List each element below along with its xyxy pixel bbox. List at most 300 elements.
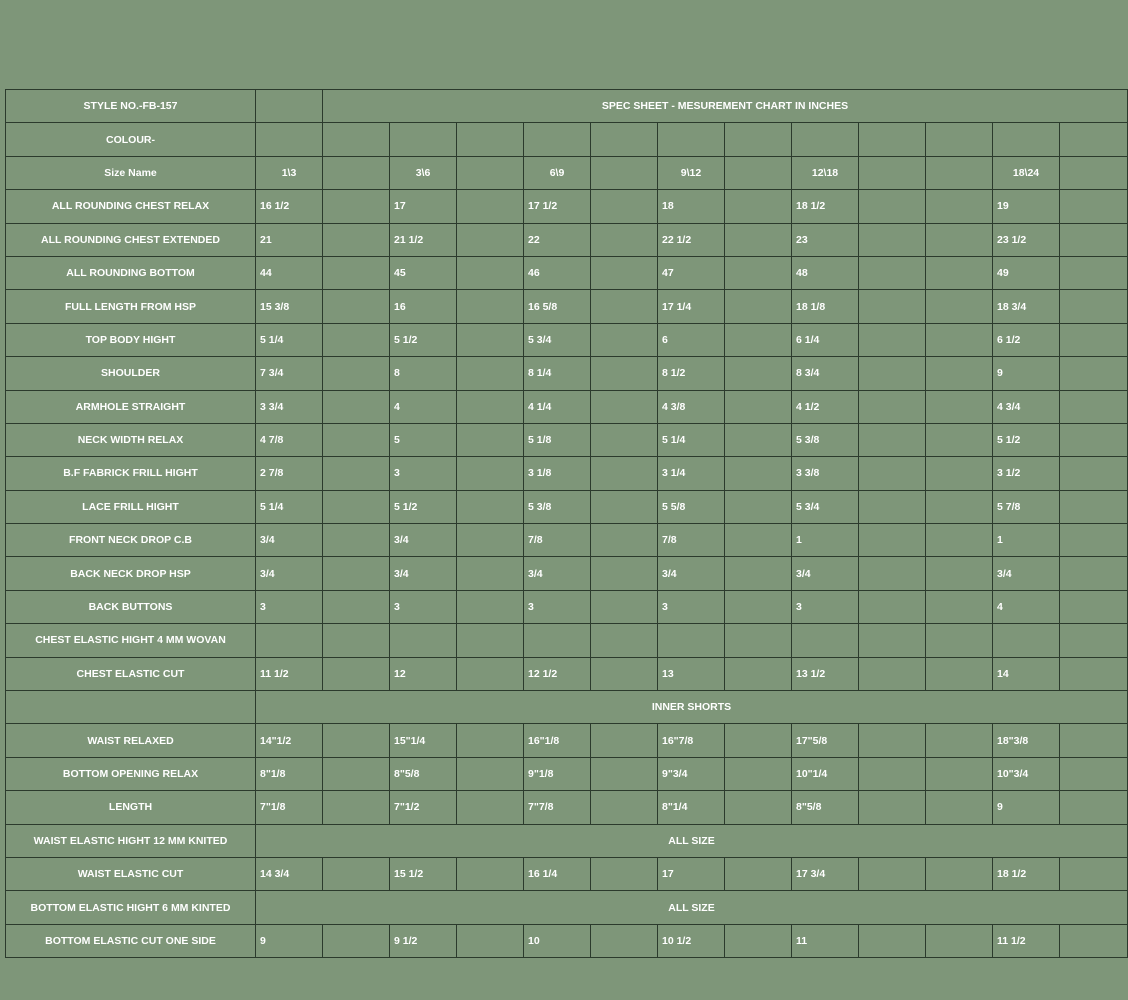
spacer-cell	[859, 791, 926, 824]
spacer-cell	[457, 590, 524, 623]
spacer-cell	[591, 857, 658, 890]
spacer-cell	[859, 357, 926, 390]
row-label: ARMHOLE STRAIGHT	[6, 390, 256, 423]
measurement-row	[6, 290, 1128, 323]
spacer-cell	[457, 524, 524, 557]
spacer-cell	[926, 223, 993, 256]
measurement-cell: 12	[390, 657, 457, 690]
spacer-cell	[859, 156, 926, 189]
spacer-cell	[926, 156, 993, 189]
measurement-cell: 7/8	[524, 524, 591, 557]
spacer-cell	[457, 457, 524, 490]
spacer-cell	[926, 757, 993, 790]
spacer-cell	[859, 190, 926, 223]
measurement-row	[6, 791, 1128, 824]
size-row	[6, 156, 1128, 189]
spacer-cell	[457, 624, 524, 657]
spacer-cell	[323, 223, 390, 256]
spacer-cell	[457, 256, 524, 289]
spacer-cell	[457, 190, 524, 223]
measurement-cell: 10"3/4	[993, 757, 1060, 790]
measurement-cell: 48	[792, 256, 859, 289]
spacer-cell	[457, 423, 524, 456]
spacer-cell	[926, 457, 993, 490]
spacer-cell	[1060, 524, 1128, 557]
spacer-cell	[457, 657, 524, 690]
spacer-cell	[323, 624, 390, 657]
measurement-cell: 17"5/8	[792, 724, 859, 757]
measurement-cell: 5 1/8	[524, 423, 591, 456]
measurement-cell: 47	[658, 256, 725, 289]
spacer-cell	[725, 490, 792, 523]
spacer-cell	[725, 924, 792, 957]
measurement-row	[6, 457, 1128, 490]
measurement-cell	[792, 624, 859, 657]
spacer-cell	[926, 524, 993, 557]
spacer-cell	[725, 757, 792, 790]
measurement-row	[6, 724, 1128, 757]
measurement-cell: 5 1/2	[993, 423, 1060, 456]
row-label: BOTTOM OPENING RELAX	[6, 757, 256, 790]
spacer-cell	[859, 590, 926, 623]
measurement-cell: 3 1/8	[524, 457, 591, 490]
spacer-cell	[323, 657, 390, 690]
measurement-cell: 6 1/4	[792, 323, 859, 356]
colour-cell	[524, 123, 591, 156]
spacer-cell	[1060, 457, 1128, 490]
spacer-cell	[591, 724, 658, 757]
measurement-cell: 11 1/2	[256, 657, 323, 690]
measurement-cell: 4	[993, 590, 1060, 623]
spacer-cell	[323, 390, 390, 423]
row-label: BACK BUTTONS	[6, 590, 256, 623]
measurement-cell: 23	[792, 223, 859, 256]
spacer-cell	[1060, 791, 1128, 824]
spacer-cell	[1060, 290, 1128, 323]
size-cell: 12\18	[792, 156, 859, 189]
inner-shorts-header	[6, 691, 1128, 724]
spacer-cell	[457, 490, 524, 523]
measurement-cell: 14"1/2	[256, 724, 323, 757]
spacer-cell	[1060, 857, 1128, 890]
row-label: LACE FRILL HIGHT	[6, 490, 256, 523]
measurement-row	[6, 657, 1128, 690]
measurement-cell: 7"1/2	[390, 791, 457, 824]
spacer-cell	[323, 590, 390, 623]
measurement-cell: 5 3/8	[524, 490, 591, 523]
spacer-cell	[725, 290, 792, 323]
measurement-cell: 18 1/8	[792, 290, 859, 323]
row-label: TOP BODY HIGHT	[6, 323, 256, 356]
bottom-elastic-hight-row	[6, 891, 1128, 924]
row-label: CHEST ELASTIC CUT	[6, 657, 256, 690]
measurement-cell: 49	[993, 256, 1060, 289]
measurement-cell: 13 1/2	[792, 657, 859, 690]
spacer-cell	[1060, 490, 1128, 523]
spacer-cell	[457, 724, 524, 757]
spacer-cell	[926, 924, 993, 957]
spacer-cell	[725, 390, 792, 423]
spacer-cell	[1060, 423, 1128, 456]
spacer-cell	[591, 357, 658, 390]
colour-cell	[792, 123, 859, 156]
measurement-cell: 4 7/8	[256, 423, 323, 456]
measurement-cell: 5 5/8	[658, 490, 725, 523]
spacer-cell	[859, 657, 926, 690]
header-row	[6, 90, 1128, 123]
spacer-cell	[725, 357, 792, 390]
spacer-cell	[725, 590, 792, 623]
spacer-cell	[323, 323, 390, 356]
measurement-cell: 8"5/8	[390, 757, 457, 790]
measurement-cell: 13	[658, 657, 725, 690]
spacer-cell	[1060, 156, 1128, 189]
measurement-row	[6, 190, 1128, 223]
measurement-cell: 17 1/2	[524, 190, 591, 223]
spacer-cell	[457, 857, 524, 890]
all-size-cell: ALL SIZE	[256, 824, 1128, 857]
spacer-cell	[725, 190, 792, 223]
size-cell: 18\24	[993, 156, 1060, 189]
colour-label: COLOUR-	[6, 123, 256, 156]
measurement-cell: 5 1/2	[390, 323, 457, 356]
measurement-cell: 16 1/2	[256, 190, 323, 223]
row-label: WAIST RELAXED	[6, 724, 256, 757]
spacer-cell	[725, 156, 792, 189]
measurement-cell: 10	[524, 924, 591, 957]
measurement-cell: 8"5/8	[792, 791, 859, 824]
measurement-cell	[658, 624, 725, 657]
spacer-cell	[591, 524, 658, 557]
spacer-cell	[591, 557, 658, 590]
measurement-cell: 22	[524, 223, 591, 256]
measurement-cell: 5 1/4	[256, 323, 323, 356]
spacer-cell	[926, 490, 993, 523]
spacer-cell	[926, 791, 993, 824]
spacer-cell	[1060, 323, 1128, 356]
spacer-cell	[859, 857, 926, 890]
measurement-cell: 9"3/4	[658, 757, 725, 790]
measurement-cell: 4 3/8	[658, 390, 725, 423]
spacer-cell	[725, 524, 792, 557]
spacer-cell	[725, 857, 792, 890]
spacer-cell	[323, 857, 390, 890]
measurement-cell: 17	[658, 857, 725, 890]
spacer-cell	[859, 624, 926, 657]
spacer-cell	[859, 457, 926, 490]
spacer-cell	[323, 256, 390, 289]
measurement-cell: 3/4	[256, 524, 323, 557]
spacer-cell	[859, 323, 926, 356]
measurement-cell: 7"1/8	[256, 791, 323, 824]
measurement-cell: 1	[792, 524, 859, 557]
measurement-cell: 10 1/2	[658, 924, 725, 957]
spacer-cell	[1060, 357, 1128, 390]
row-label: Size Name	[6, 156, 256, 189]
spacer-cell	[926, 390, 993, 423]
measurement-row	[6, 524, 1128, 557]
row-label: FULL LENGTH FROM HSP	[6, 290, 256, 323]
colour-cell	[390, 123, 457, 156]
spacer-cell	[591, 223, 658, 256]
size-cell: 1\3	[256, 156, 323, 189]
measurement-row	[6, 490, 1128, 523]
sheet-title: SPEC SHEET - MESUREMENT CHART IN INCHES	[323, 90, 1128, 123]
spacer-cell	[323, 524, 390, 557]
measurement-cell: 18	[658, 190, 725, 223]
spacer-cell	[859, 524, 926, 557]
measurement-cell: 14 3/4	[256, 857, 323, 890]
measurement-cell: 3 1/2	[993, 457, 1060, 490]
colour-cell	[457, 123, 524, 156]
spacer-cell	[1060, 624, 1128, 657]
spacer-cell	[859, 423, 926, 456]
spacer-cell	[323, 423, 390, 456]
spacer-cell	[457, 924, 524, 957]
spacer-cell	[591, 390, 658, 423]
measurement-cell: 3	[256, 590, 323, 623]
measurement-row	[6, 757, 1128, 790]
row-label: NECK WIDTH RELAX	[6, 423, 256, 456]
spacer-cell	[591, 457, 658, 490]
spacer-cell	[1060, 657, 1128, 690]
measurement-cell: 2 7/8	[256, 457, 323, 490]
measurement-cell: 5 1/4	[256, 490, 323, 523]
spacer-cell	[725, 557, 792, 590]
measurement-cell: 46	[524, 256, 591, 289]
style-number: STYLE NO.-FB-157	[6, 90, 256, 123]
spacer-cell	[457, 290, 524, 323]
measurement-row	[6, 423, 1128, 456]
measurement-cell: 19	[993, 190, 1060, 223]
measurement-cell: 4 3/4	[993, 390, 1060, 423]
measurement-cell: 3/4	[390, 557, 457, 590]
spacer-cell	[323, 457, 390, 490]
spacer-cell	[859, 223, 926, 256]
waist-elastic-cut-row	[6, 857, 1128, 890]
measurement-cell: 16"1/8	[524, 724, 591, 757]
spacer-cell	[725, 223, 792, 256]
measurement-cell: 12 1/2	[524, 657, 591, 690]
measurement-cell: 21 1/2	[390, 223, 457, 256]
measurement-cell: 3/4	[390, 524, 457, 557]
measurement-cell: 17 3/4	[792, 857, 859, 890]
spacer-cell	[859, 757, 926, 790]
spacer-cell	[1060, 724, 1128, 757]
row-label: LENGTH	[6, 791, 256, 824]
measurement-cell: 18 3/4	[993, 290, 1060, 323]
measurement-cell: 4 1/2	[792, 390, 859, 423]
spacer-cell	[926, 423, 993, 456]
spacer-cell	[725, 323, 792, 356]
colour-cell	[926, 123, 993, 156]
spacer-cell	[725, 624, 792, 657]
table-body	[6, 90, 1128, 958]
row-label: WAIST ELASTIC HIGHT 12 MM KNITED	[6, 824, 256, 857]
spacer-cell	[859, 290, 926, 323]
spacer-cell	[457, 390, 524, 423]
row-label: WAIST ELASTIC CUT	[6, 857, 256, 890]
measurement-cell: 5 7/8	[993, 490, 1060, 523]
row-label: BACK NECK DROP HSP	[6, 557, 256, 590]
spacer-cell	[1060, 256, 1128, 289]
spacer-cell	[926, 190, 993, 223]
spacer-cell	[1060, 557, 1128, 590]
measurement-cell: 8 3/4	[792, 357, 859, 390]
spacer-cell	[457, 223, 524, 256]
row-label: ALL ROUNDING CHEST RELAX	[6, 190, 256, 223]
row-label: CHEST ELASTIC HIGHT 4 MM WOVAN	[6, 624, 256, 657]
spacer-cell	[323, 757, 390, 790]
measurement-cell: 8	[390, 357, 457, 390]
measurement-row	[6, 390, 1128, 423]
spacer-cell	[323, 190, 390, 223]
measurement-row	[6, 323, 1128, 356]
spacer-cell	[926, 290, 993, 323]
spacer-cell	[1060, 924, 1128, 957]
measurement-row	[6, 256, 1128, 289]
spacer-cell	[859, 490, 926, 523]
spacer-cell	[725, 657, 792, 690]
spacer-cell	[591, 624, 658, 657]
measurement-cell: 5 1/4	[658, 423, 725, 456]
measurement-cell: 5	[390, 423, 457, 456]
measurement-cell: 3	[792, 590, 859, 623]
measurement-cell: 3	[658, 590, 725, 623]
spacer-cell	[926, 624, 993, 657]
measurement-cell: 18 1/2	[993, 857, 1060, 890]
spacer-cell	[457, 757, 524, 790]
colour-cell	[725, 123, 792, 156]
spacer-cell	[591, 323, 658, 356]
spacer-cell	[323, 724, 390, 757]
measurement-cell: 3/4	[658, 557, 725, 590]
measurement-cell: 16 5/8	[524, 290, 591, 323]
measurement-cell: 3 3/4	[256, 390, 323, 423]
measurement-cell: 16"7/8	[658, 724, 725, 757]
all-size-cell: ALL SIZE	[256, 891, 1128, 924]
measurement-cell: 7/8	[658, 524, 725, 557]
section-title: INNER SHORTS	[256, 691, 1128, 724]
spacer-cell	[323, 557, 390, 590]
measurement-row	[6, 557, 1128, 590]
measurement-cell: 3 1/4	[658, 457, 725, 490]
measurement-cell: 6 1/2	[993, 323, 1060, 356]
spacer-cell	[926, 357, 993, 390]
row-label: ALL ROUNDING CHEST EXTENDED	[6, 223, 256, 256]
spacer-cell	[1060, 590, 1128, 623]
spacer-cell	[859, 924, 926, 957]
spacer-cell	[457, 557, 524, 590]
measurement-cell: 17 1/4	[658, 290, 725, 323]
spacer-cell	[323, 290, 390, 323]
spacer-cell	[323, 156, 390, 189]
size-cell: 6\9	[524, 156, 591, 189]
row-label: BOTTOM ELASTIC CUT ONE SIDE	[6, 924, 256, 957]
row-label: BOTTOM ELASTIC HIGHT 6 MM KINTED	[6, 891, 256, 924]
size-cell: 9\12	[658, 156, 725, 189]
measurement-cell: 18"3/8	[993, 724, 1060, 757]
measurement-row	[6, 624, 1128, 657]
measurement-cell	[524, 624, 591, 657]
measurement-cell: 3/4	[792, 557, 859, 590]
size-cell: 3\6	[390, 156, 457, 189]
colour-row	[6, 123, 1128, 156]
colour-cell	[1060, 123, 1128, 156]
measurement-cell: 5 3/8	[792, 423, 859, 456]
spacer-cell	[1060, 757, 1128, 790]
spacer-cell	[323, 791, 390, 824]
spacer-cell	[859, 256, 926, 289]
measurement-cell: 5 3/4	[792, 490, 859, 523]
measurement-row	[6, 590, 1128, 623]
measurement-cell: 15 1/2	[390, 857, 457, 890]
spacer-cell	[926, 323, 993, 356]
measurement-cell: 8"1/4	[658, 791, 725, 824]
measurement-cell: 8 1/2	[658, 357, 725, 390]
spacer-cell	[457, 791, 524, 824]
spacer-cell	[926, 590, 993, 623]
spacer-cell	[323, 357, 390, 390]
spacer-cell	[926, 724, 993, 757]
colour-cell	[323, 123, 390, 156]
measurement-cell: 9	[256, 924, 323, 957]
colour-cell	[859, 123, 926, 156]
spacer-cell	[859, 724, 926, 757]
spacer-cell	[591, 757, 658, 790]
measurement-cell: 16 1/4	[524, 857, 591, 890]
bottom-elastic-cut-row	[6, 924, 1128, 957]
row-label: SHOULDER	[6, 357, 256, 390]
measurement-cell: 6	[658, 323, 725, 356]
measurement-cell: 8"1/8	[256, 757, 323, 790]
spacer-cell	[591, 490, 658, 523]
spacer-cell	[1060, 190, 1128, 223]
waist-elastic-hight-row	[6, 824, 1128, 857]
spec-sheet	[5, 89, 1040, 958]
measurement-cell: 3	[390, 590, 457, 623]
measurement-cell	[256, 624, 323, 657]
measurement-cell: 45	[390, 256, 457, 289]
measurement-cell: 5 1/2	[390, 490, 457, 523]
spacer-cell	[591, 791, 658, 824]
measurement-cell: 15 3/8	[256, 290, 323, 323]
row-label	[6, 691, 256, 724]
spacer-cell	[859, 557, 926, 590]
measurement-cell: 3	[390, 457, 457, 490]
spacer-cell	[926, 557, 993, 590]
measurement-row	[6, 357, 1128, 390]
measurement-cell: 22 1/2	[658, 223, 725, 256]
measurement-cell: 9"1/8	[524, 757, 591, 790]
measurement-cell: 21	[256, 223, 323, 256]
spacer-cell	[591, 156, 658, 189]
spacer-cell	[725, 724, 792, 757]
measurement-cell: 16	[390, 290, 457, 323]
spacer-cell	[591, 256, 658, 289]
spacer-cell	[457, 323, 524, 356]
spacer-cell	[725, 457, 792, 490]
row-label: FRONT NECK DROP C.B	[6, 524, 256, 557]
measurement-cell: 3/4	[256, 557, 323, 590]
spacer-cell	[725, 256, 792, 289]
measurement-cell: 3	[524, 590, 591, 623]
measurement-cell: 8 1/4	[524, 357, 591, 390]
measurement-cell: 4 1/4	[524, 390, 591, 423]
measurement-cell: 17	[390, 190, 457, 223]
spacer-cell	[926, 256, 993, 289]
spacer-cell	[1060, 390, 1128, 423]
